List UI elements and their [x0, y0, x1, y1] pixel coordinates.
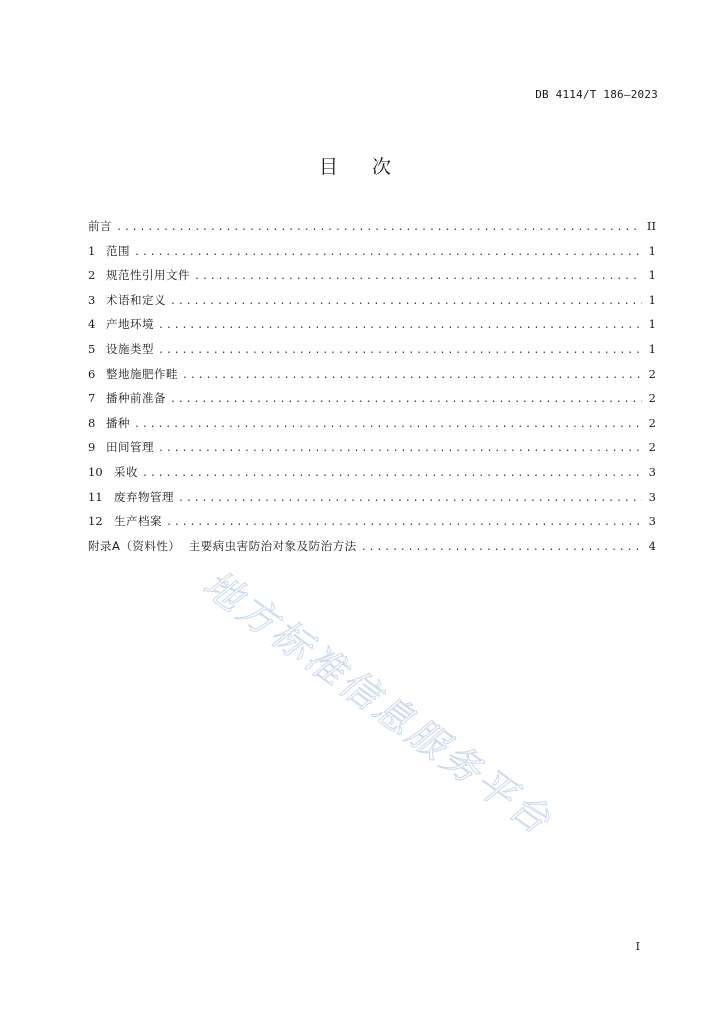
- toc-entry-label: 范围: [106, 243, 130, 258]
- toc-entry-4[interactable]: [88, 316, 656, 341]
- toc-entry-label: 播种: [106, 415, 130, 430]
- toc-entry-page: 1: [648, 341, 656, 356]
- toc-leader-dots: [178, 493, 642, 504]
- toc-entry-number: 6: [88, 366, 96, 381]
- toc-entry-appendix-a[interactable]: [88, 538, 656, 563]
- table-of-contents: [88, 218, 656, 562]
- toc-entry-number: 12: [88, 514, 103, 529]
- toc-entry-page: 2: [648, 366, 656, 381]
- toc-entry-label: 术语和定义: [106, 292, 166, 307]
- toc-leader-dots: [170, 296, 642, 307]
- toc-entry-number: 3: [88, 292, 96, 307]
- toc-entry-label: 附录A（资料性） 主要病虫害防治对象及防治方法: [88, 538, 357, 553]
- toc-entry-label: 设施类型: [106, 341, 154, 356]
- toc-entry-number: 1: [88, 243, 96, 258]
- toc-leader-dots: [158, 320, 642, 331]
- page-title: 目次: [318, 156, 425, 178]
- watermark: 地方标准信息服务平台: [195, 561, 561, 845]
- toc-leader-dots: [116, 222, 642, 233]
- toc-entry-page: 1: [648, 317, 656, 332]
- toc-entry-7[interactable]: [88, 390, 656, 415]
- toc-entry-page: 1: [648, 268, 656, 283]
- toc-entry-number: 2: [88, 268, 96, 283]
- toc-entry-1[interactable]: [88, 243, 656, 268]
- toc-entry-label: 废弃物管理: [114, 489, 174, 504]
- toc-entry-label: 生产档案: [114, 514, 162, 529]
- toc-entry-preface[interactable]: [88, 218, 656, 243]
- toc-entry-10[interactable]: [88, 464, 656, 489]
- toc-entry-page: 4: [648, 538, 656, 553]
- toc-leader-dots: [134, 419, 642, 430]
- toc-entry-number: 4: [88, 317, 96, 332]
- toc-entry-11[interactable]: [88, 489, 656, 514]
- toc-entry-page: 2: [648, 391, 656, 406]
- toc-entry-number: 11: [88, 489, 103, 504]
- toc-leader-dots: [194, 271, 642, 282]
- toc-entry-page: II: [646, 219, 656, 233]
- toc-entry-9[interactable]: [88, 439, 656, 464]
- toc-entry-number: 10: [88, 464, 103, 479]
- toc-leader-dots: [170, 394, 642, 405]
- toc-leader-dots: [182, 370, 642, 381]
- toc-entry-label: 播种前准备: [106, 391, 166, 406]
- toc-entry-12[interactable]: [88, 513, 656, 538]
- toc-entry-5[interactable]: [88, 341, 656, 366]
- toc-entry-number: 9: [88, 440, 96, 455]
- toc-leader-dots: [158, 443, 642, 454]
- toc-entry-number: 8: [88, 415, 96, 430]
- toc-leader-dots: [361, 542, 642, 553]
- toc-entry-3[interactable]: [88, 292, 656, 317]
- toc-entry-number: 5: [88, 341, 96, 356]
- toc-entry-page: 1: [648, 243, 656, 258]
- toc-entry-2[interactable]: [88, 267, 656, 292]
- toc-entry-page: 2: [648, 415, 656, 430]
- toc-entry-label: 前言: [88, 219, 112, 233]
- toc-entry-page: 3: [648, 464, 656, 479]
- toc-entry-page: 3: [648, 489, 656, 504]
- toc-entry-label: 采收: [114, 464, 138, 479]
- toc-leader-dots: [166, 517, 642, 528]
- toc-entry-page: 1: [648, 292, 656, 307]
- toc-entry-8[interactable]: [88, 415, 656, 440]
- toc-entry-number: 7: [88, 391, 96, 406]
- toc-entry-6[interactable]: [88, 366, 656, 391]
- toc-leader-dots: [134, 247, 642, 258]
- toc-entry-label: 整地施肥作畦: [106, 366, 178, 381]
- page-number: I: [635, 940, 640, 953]
- document-code: DB 4114/T 186—2023: [535, 88, 658, 101]
- toc-entry-page: 3: [648, 514, 656, 529]
- toc-entry-label: 规范性引用文件: [106, 268, 190, 283]
- toc-leader-dots: [158, 345, 642, 356]
- toc-entry-page: 2: [648, 440, 656, 455]
- toc-leader-dots: [142, 468, 642, 479]
- toc-entry-label: 田间管理: [106, 440, 154, 455]
- toc-entry-label: 产地环境: [106, 317, 154, 332]
